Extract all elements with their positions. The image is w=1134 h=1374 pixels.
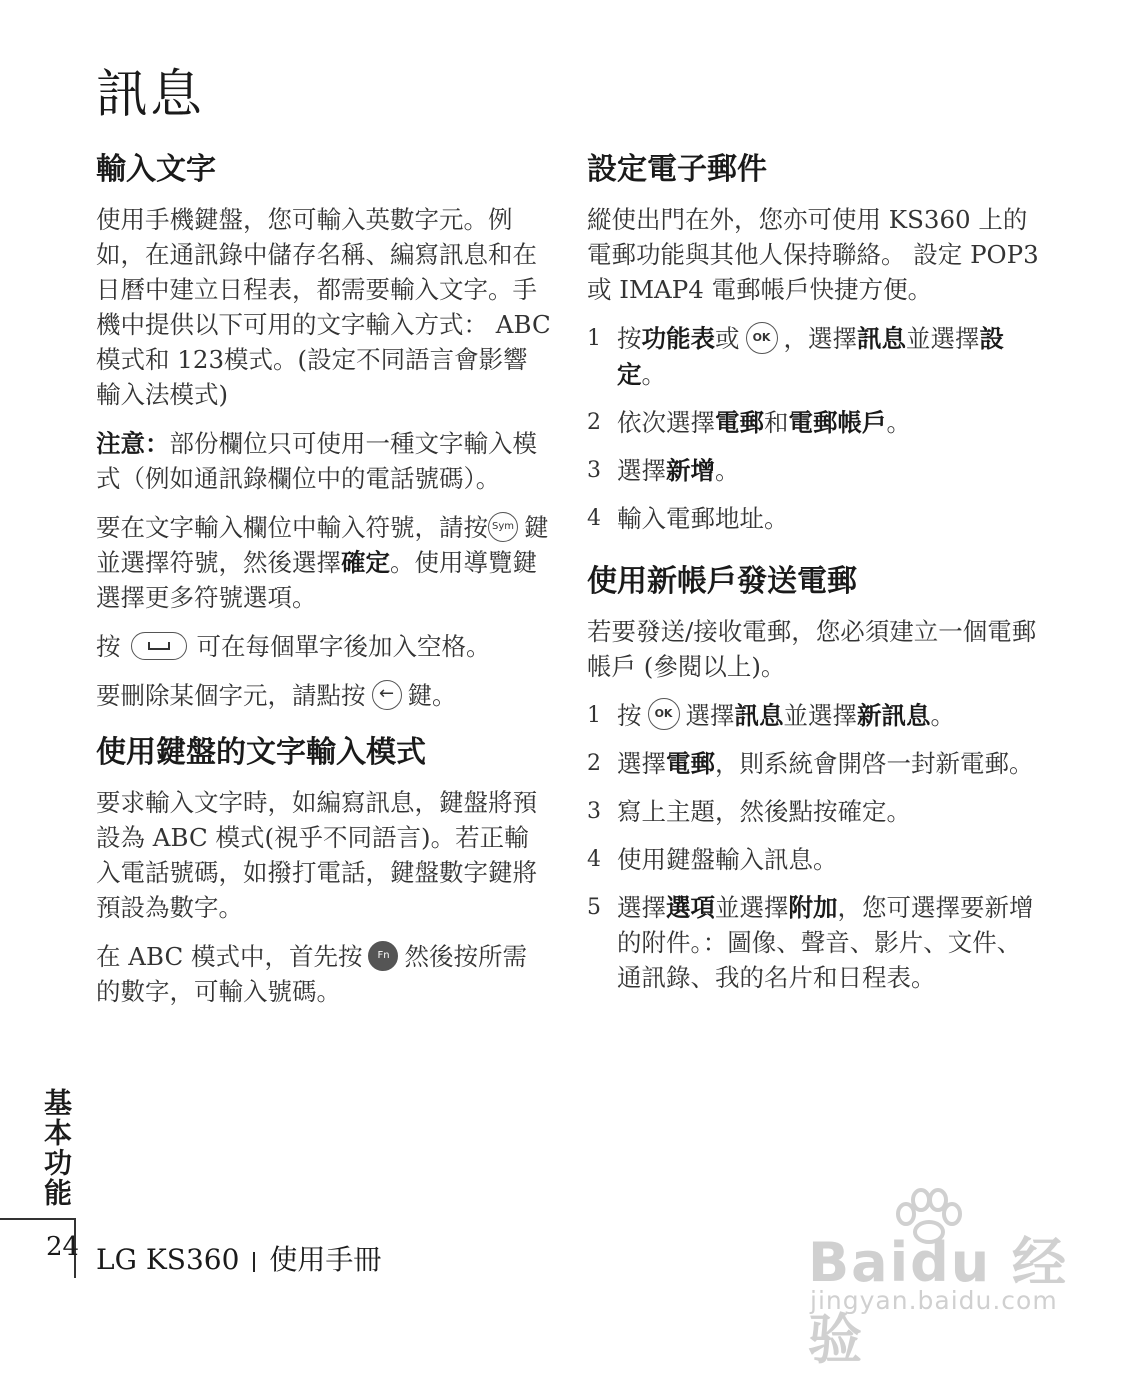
list-item bbox=[587, 746, 1045, 781]
delete-text-b: 鍵。 bbox=[407, 681, 457, 710]
step-number: 3 bbox=[587, 799, 601, 824]
step-text-part: 。 bbox=[641, 359, 666, 389]
list-item bbox=[587, 501, 1045, 536]
list-item bbox=[587, 842, 1045, 877]
step-number: 4 bbox=[587, 505, 601, 531]
step-text-part: 。 bbox=[930, 700, 955, 730]
space-text-a: 按 bbox=[96, 632, 121, 661]
list-item bbox=[587, 405, 1045, 440]
step-text-part: ，則系統會開啓一封新電郵。 bbox=[715, 749, 1034, 778]
space-text-b: 可在每個單字後加入空格。 bbox=[196, 632, 491, 661]
step-number: 2 bbox=[587, 409, 601, 435]
page-title: 訊息 bbox=[96, 65, 205, 125]
page-number: 24 bbox=[46, 1232, 80, 1262]
left-column bbox=[96, 150, 551, 1023]
symbol-text-c: 。使用導覽鍵選擇更多符號選項。 bbox=[96, 548, 537, 612]
step-text-part: 按 bbox=[617, 324, 642, 353]
add-new-label: 新增 bbox=[666, 455, 715, 485]
email-setup-intro: 縱使出門在外，您亦可使用 KS360 上的電郵功能與其他人保持聯絡。 設定 POP3 或 IMAP4 電郵帳戶快捷方便。 bbox=[587, 205, 1039, 304]
step-text: 使用鍵盤輸入訊息。 bbox=[617, 845, 838, 874]
step-text-part: 或 bbox=[715, 324, 740, 353]
step-text-part: 選擇 bbox=[685, 700, 735, 730]
right-column bbox=[587, 150, 1045, 1008]
symbol-text-a: 要在文字輸入欄位中輸入符號，請按 bbox=[96, 513, 488, 542]
fn-paragraph bbox=[96, 939, 551, 1009]
step-number: 1 bbox=[587, 702, 601, 728]
keyboard-mode-paragraph: 要求輸入文字時，如編寫訊息，鍵盤將預設為 ABC 模式(視乎不同語言)。若正輸入電話號碼，如撥打電話，鍵盤數字鍵將預設為數字。 bbox=[96, 788, 537, 922]
ok-key-icon: OK bbox=[648, 698, 680, 730]
confirm-label: 確定 bbox=[341, 548, 390, 577]
footer bbox=[96, 1238, 381, 1278]
menu-label: 功能表 bbox=[641, 324, 715, 353]
fn-text-b: 然後按所需的數字，可輸入號碼。 bbox=[96, 942, 527, 1006]
email-setup-steps bbox=[587, 321, 1045, 536]
footer-model: LG KS360 bbox=[96, 1243, 240, 1276]
step-text bbox=[617, 890, 1045, 995]
options-label: 選項 bbox=[666, 893, 715, 922]
step-text-part: ，選擇 bbox=[783, 324, 857, 353]
footer-separator bbox=[253, 1252, 255, 1272]
step-text-part: 並選擇 bbox=[783, 700, 857, 730]
footer-manual: 使用手冊 bbox=[269, 1243, 382, 1276]
ok-key-icon: OK bbox=[746, 322, 778, 354]
watermark-url: jingyan.baidu.com bbox=[810, 1286, 1058, 1315]
send-email-intro: 若要發送/接收電郵，您必須建立一個電郵帳戶 (參閱以上)。 bbox=[587, 616, 1037, 681]
space-paragraph bbox=[96, 629, 551, 664]
note-label: 注意： bbox=[96, 429, 170, 458]
text-input-intro: 使用手機鍵盤，您可輸入英數字元。例如，在通訊錄中儲存名稱、編寫訊息和在日曆中建立日程表，都需要輸入文字。手機中提供以下可用的文字輸入方式： ABC 模式和 123模式。(設定不同語言會影響輸入法模式) bbox=[96, 205, 551, 409]
fn-key-icon: Fn bbox=[368, 941, 398, 971]
step-text bbox=[617, 453, 1045, 488]
step-text: 輸入電郵地址。 bbox=[617, 503, 789, 533]
step-text-part: 選擇 bbox=[617, 749, 666, 778]
step-text-part: 並選擇 bbox=[715, 893, 789, 922]
list-item bbox=[587, 698, 1045, 734]
step-text-part: 選擇 bbox=[617, 455, 666, 485]
step-number: 1 bbox=[587, 326, 601, 351]
list-item bbox=[587, 321, 1045, 392]
step-text-part: 。 bbox=[715, 455, 740, 485]
step-text-part: 依次選擇 bbox=[617, 407, 715, 437]
footer-divider bbox=[0, 1218, 74, 1220]
baidu-watermark bbox=[808, 1188, 1070, 1371]
list-item bbox=[587, 794, 1045, 829]
list-item bbox=[587, 890, 1045, 995]
step-text-part: 並選擇 bbox=[906, 324, 980, 353]
step-text: 寫上主題，然後點按確定。 bbox=[617, 797, 911, 826]
list-item bbox=[587, 453, 1045, 488]
step-text-part: 按 bbox=[617, 700, 642, 730]
watermark-logo: Baidu 经验 bbox=[808, 1231, 1069, 1371]
step-number: 4 bbox=[587, 847, 601, 872]
step-text bbox=[617, 698, 1045, 734]
settings-label: 設定 bbox=[617, 324, 1004, 389]
fn-text-a: 在 ABC 模式中，首先按 bbox=[96, 942, 363, 971]
section-heading-keyboard-mode: 使用鍵盤的文字輸入模式 bbox=[96, 735, 426, 770]
note-paragraph bbox=[96, 426, 551, 496]
new-message-label: 新訊息 bbox=[857, 700, 931, 730]
section-heading-email-setup: 設定電子郵件 bbox=[587, 152, 767, 187]
step-number: 5 bbox=[587, 895, 601, 920]
email-label: 電郵 bbox=[715, 407, 764, 437]
symbol-paragraph bbox=[96, 510, 551, 615]
delete-text-a: 要刪除某個字元，請點按 bbox=[96, 681, 366, 710]
step-text-part: 選擇 bbox=[617, 893, 666, 922]
step-number: 2 bbox=[587, 751, 601, 776]
messages-label: 訊息 bbox=[734, 700, 784, 730]
step-text bbox=[617, 405, 1045, 440]
note-text: 部份欄位只可使用一種文字輸入模式（例如通訊錄欄位中的電話號碼）。 bbox=[96, 429, 537, 493]
step-text-part: ，您可選擇要新增的附件。：圖像、聲音、影片、文件、通訊錄、我的名片和日程表。 bbox=[617, 893, 1034, 992]
space-key-icon bbox=[131, 632, 187, 660]
step-text-part: 和 bbox=[764, 407, 789, 437]
email-label: 電郵 bbox=[666, 749, 715, 778]
send-email-steps bbox=[587, 698, 1045, 996]
step-number: 3 bbox=[587, 457, 601, 483]
delete-paragraph bbox=[96, 678, 551, 713]
messages-label: 訊息 bbox=[857, 324, 906, 353]
chapter-side-tab: 基本功能 bbox=[40, 1088, 73, 1208]
email-account-label: 電郵帳戶 bbox=[788, 407, 887, 437]
step-text bbox=[617, 321, 1045, 392]
step-text bbox=[617, 746, 1045, 781]
section-heading-text-input: 輸入文字 bbox=[96, 152, 216, 187]
attach-label: 附加 bbox=[788, 893, 838, 922]
sym-key-icon: Sym bbox=[488, 512, 518, 542]
symbol-text-b: 鍵並選擇符號，然後選擇 bbox=[96, 513, 549, 577]
back-key-icon: ← bbox=[372, 680, 402, 710]
step-text-part: 。 bbox=[886, 407, 911, 437]
section-heading-send-email: 使用新帳戶發送電郵 bbox=[587, 563, 857, 599]
